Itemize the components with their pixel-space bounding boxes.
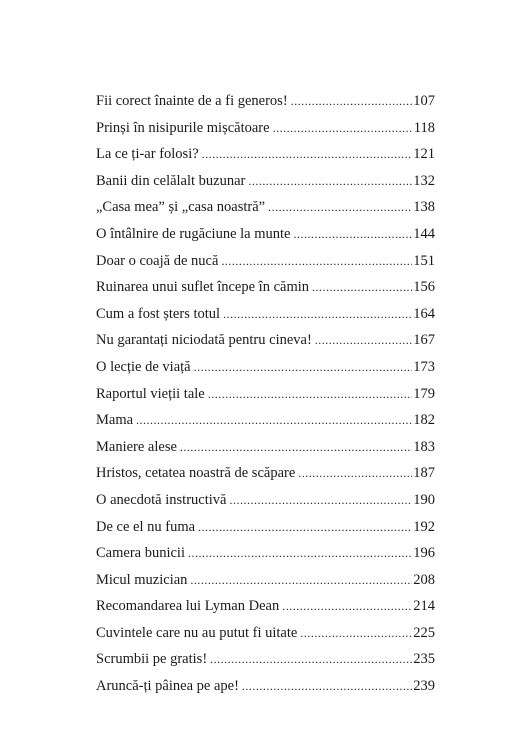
toc-entry[interactable] xyxy=(96,274,435,301)
toc-leader-dots xyxy=(312,274,412,301)
toc-leader-dots xyxy=(221,248,412,275)
toc-entry-page: 107 xyxy=(413,93,435,109)
toc-entry-title: Raportul vieții tale xyxy=(96,385,205,402)
toc-entry[interactable] xyxy=(96,301,435,328)
toc-entry-page: 208 xyxy=(413,571,435,588)
toc-entry-title: Micul muzician xyxy=(96,571,188,588)
table-of-contents xyxy=(96,88,435,700)
toc-entry[interactable] xyxy=(96,115,435,142)
toc-entry[interactable] xyxy=(96,514,435,541)
toc-entry-page: 190 xyxy=(413,491,435,508)
toc-entry[interactable] xyxy=(96,168,435,195)
toc-entry-page: 164 xyxy=(413,305,435,322)
toc-entry-title: De ce el nu fuma xyxy=(96,518,196,535)
toc-entry-title: Maniere alese xyxy=(96,438,177,455)
toc-entry[interactable] xyxy=(96,593,435,620)
toc-entry-title: Nu garantați niciodată pentru cineva! xyxy=(96,332,312,349)
toc-entry-title: „Casa mea” și „casa noastră” xyxy=(96,199,266,216)
toc-entry[interactable] xyxy=(96,248,435,275)
toc-entry-title: O lecție de viață xyxy=(96,358,191,375)
toc-entry-title: Cuvintele care nu au putut fi uitate xyxy=(96,624,298,641)
toc-leader-dots xyxy=(300,620,412,647)
toc-leader-dots xyxy=(268,194,412,221)
toc-entry[interactable] xyxy=(96,460,435,487)
toc-entry-page: 167 xyxy=(413,332,435,349)
toc-leader-dots xyxy=(210,646,412,673)
toc-entry-page: 196 xyxy=(413,545,435,562)
toc-entry-page: 144 xyxy=(413,225,435,242)
toc-entry[interactable] xyxy=(96,381,435,408)
toc-entry[interactable] xyxy=(96,141,435,168)
toc-leader-dots xyxy=(198,514,412,541)
toc-leader-dots xyxy=(298,460,412,487)
toc-leader-dots xyxy=(248,168,412,195)
toc-entry[interactable] xyxy=(96,540,435,567)
toc-entry[interactable] xyxy=(96,221,435,248)
toc-leader-dots xyxy=(291,88,413,115)
toc-entry-page: 187 xyxy=(413,465,435,482)
toc-entry-page: 121 xyxy=(413,146,435,163)
toc-entry-page: 138 xyxy=(413,199,435,216)
toc-entry[interactable] xyxy=(96,567,435,594)
toc-entry[interactable] xyxy=(96,673,435,700)
toc-entry-page: 192 xyxy=(413,518,435,535)
toc-entry-page: 225 xyxy=(413,624,435,641)
toc-leader-dots xyxy=(273,115,413,142)
toc-entry[interactable] xyxy=(96,434,435,461)
toc-entry-title: Doar o coajă de nucă xyxy=(96,252,219,269)
toc-entry[interactable] xyxy=(96,354,435,381)
toc-entry-title: Mama xyxy=(96,412,134,429)
toc-leader-dots xyxy=(223,301,412,328)
toc-entry-title: Fii corect înainte de a fi generos! xyxy=(96,93,288,109)
toc-entry-title: Banii din celălalt buzunar xyxy=(96,172,246,189)
toc-entry-title: O anecdotă instructivă xyxy=(96,491,227,508)
toc-entry-title: Scrumbii pe gratis! xyxy=(96,651,208,668)
toc-entry-title: Prinși în nisipurile mișcătoare xyxy=(96,119,270,136)
toc-entry-title: Cum a fost șters totul xyxy=(96,305,221,322)
toc-entry-title: Camera bunicii xyxy=(96,545,185,562)
toc-entry-page: 214 xyxy=(413,598,435,615)
toc-entry-page: 183 xyxy=(413,438,435,455)
toc-leader-dots xyxy=(229,487,412,514)
toc-entry[interactable] xyxy=(96,407,435,434)
toc-leader-dots xyxy=(180,434,412,461)
toc-entry[interactable] xyxy=(96,194,435,221)
toc-entry-page: 235 xyxy=(413,651,435,668)
toc-entry[interactable] xyxy=(96,327,435,354)
toc-leader-dots xyxy=(202,141,413,168)
toc-leader-dots xyxy=(242,673,412,700)
toc-entry-page: 156 xyxy=(413,279,435,296)
toc-entry-page: 118 xyxy=(413,119,435,136)
toc-leader-dots xyxy=(188,540,412,567)
toc-entry-title: Ruinarea unui suflet începe în cămin xyxy=(96,279,309,296)
toc-entry-page: 179 xyxy=(413,385,435,402)
toc-entry-page: 239 xyxy=(413,678,435,695)
toc-entry-page: 151 xyxy=(413,252,435,269)
toc-leader-dots xyxy=(315,327,412,354)
toc-entry-title: Aruncă-ți pâinea pe ape! xyxy=(96,678,239,695)
toc-leader-dots xyxy=(282,593,412,620)
toc-entry[interactable] xyxy=(96,620,435,647)
toc-entry-title: O întâlnire de rugăciune la munte xyxy=(96,225,291,242)
toc-entry-title: Hristos, cetatea noastră de scăpare xyxy=(96,465,296,482)
toc-leader-dots xyxy=(194,354,413,381)
toc-leader-dots xyxy=(208,381,413,408)
toc-entry-page: 173 xyxy=(413,358,435,375)
toc-leader-dots xyxy=(293,221,412,248)
toc-leader-dots xyxy=(190,567,412,594)
toc-entry-title: La ce ți-ar folosi? xyxy=(96,146,199,163)
toc-entry-title: Recomandarea lui Lyman Dean xyxy=(96,598,280,615)
toc-entry[interactable] xyxy=(96,88,435,115)
toc-entry[interactable] xyxy=(96,646,435,673)
toc-entry[interactable] xyxy=(96,487,435,514)
toc-entry-page: 182 xyxy=(413,412,435,429)
toc-entry-page: 132 xyxy=(413,172,435,189)
toc-leader-dots xyxy=(136,407,412,434)
